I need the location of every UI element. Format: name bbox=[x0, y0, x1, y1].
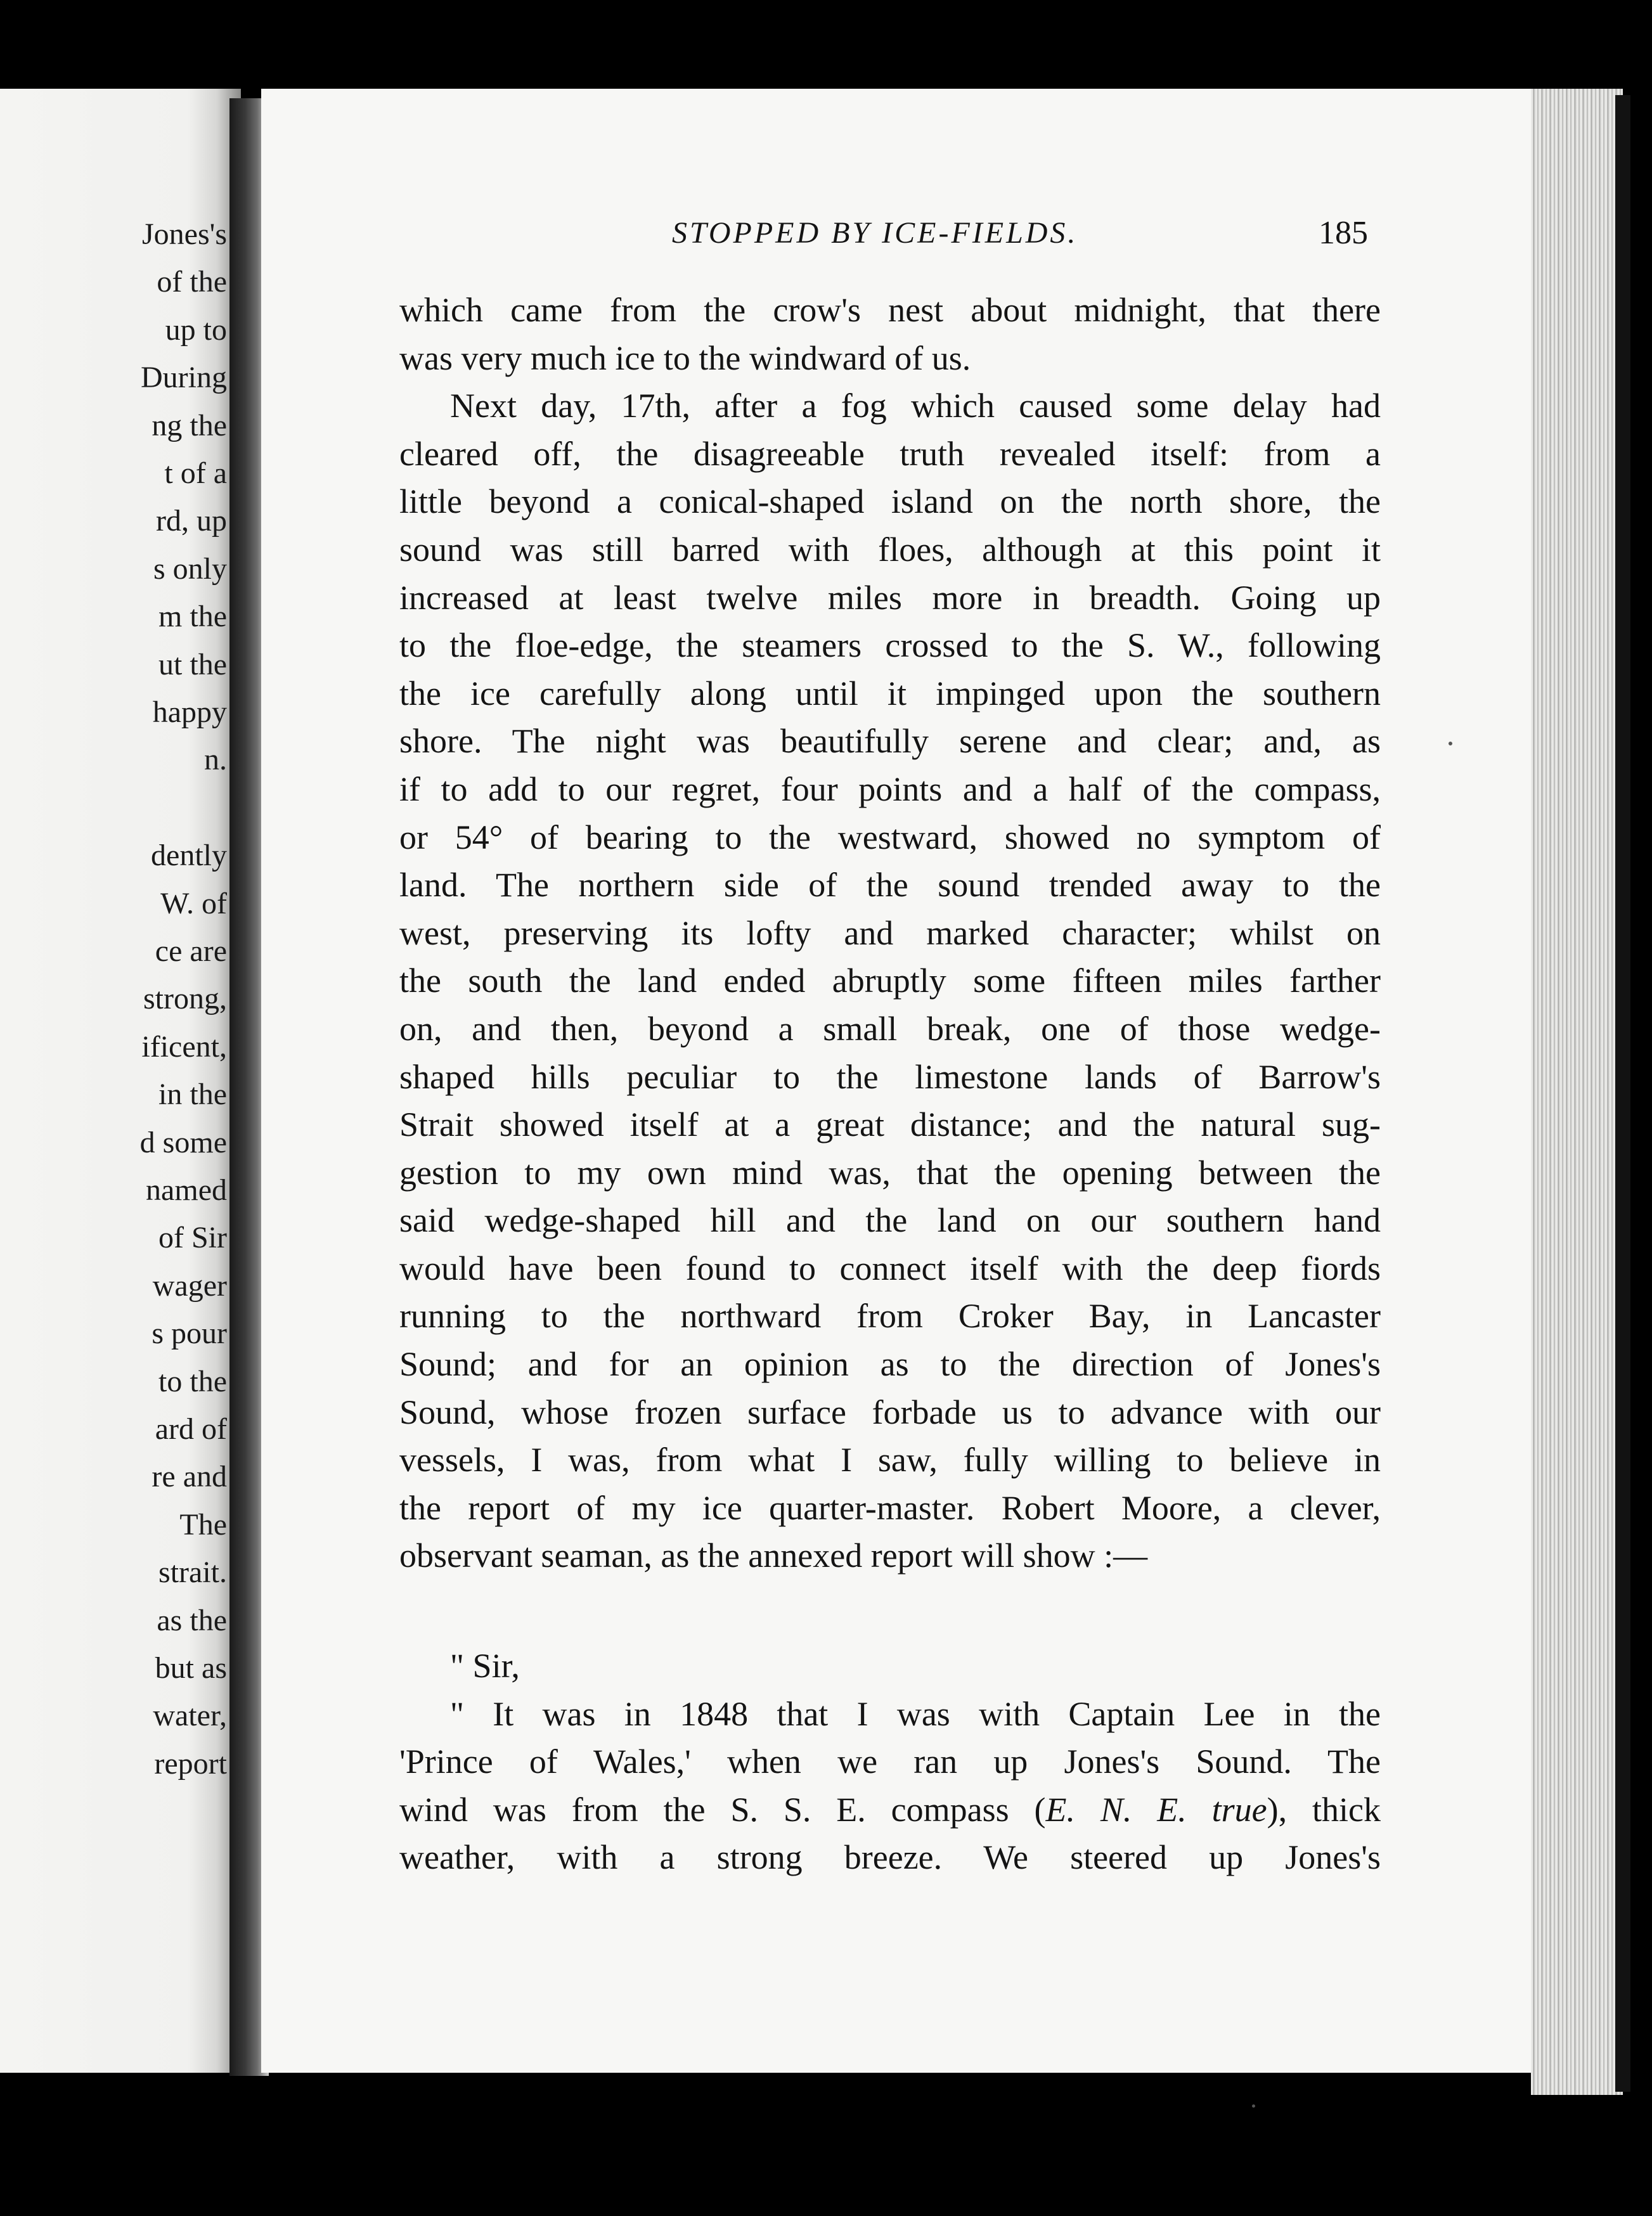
left-page-line: water, bbox=[153, 1699, 227, 1733]
left-page-line: s pour bbox=[152, 1317, 227, 1351]
text-line: was very much ice to the windward of us. bbox=[399, 338, 971, 377]
text-line: the ice carefully along until it impinged upon the southern bbox=[399, 674, 1381, 712]
left-page-line: ificent, bbox=[141, 1029, 227, 1064]
left-page-line: named bbox=[146, 1173, 227, 1207]
scan-speck bbox=[1449, 742, 1452, 745]
text-line: gestion to my own mind was, that the opening between the bbox=[399, 1153, 1381, 1192]
left-page-line: happy bbox=[152, 695, 227, 729]
text-line: vessels, I was, from what I saw, fully willing to believe in bbox=[399, 1441, 1381, 1479]
left-page-line: strong, bbox=[143, 982, 227, 1016]
text-line: if to add to our regret, four points and a half of the compass, bbox=[399, 770, 1381, 808]
left-page-line: W. of bbox=[160, 886, 227, 920]
salutation-text: " Sir, bbox=[450, 1647, 520, 1685]
left-page-line: wager bbox=[152, 1268, 227, 1303]
main-paragraph bbox=[399, 287, 1381, 1580]
scan-speck bbox=[1252, 2104, 1255, 2108]
left-page-line: rd, up bbox=[156, 504, 227, 538]
text-line: land. The northern side of the sound trended away to the bbox=[399, 866, 1381, 905]
text-line: Sound, whose frozen surface forbade us to advance with our bbox=[399, 1393, 1381, 1431]
left-page-line: ng the bbox=[152, 408, 227, 442]
left-page-line: re and bbox=[152, 1460, 227, 1494]
left-page-line: t of a bbox=[164, 456, 227, 490]
left-page-line: but as bbox=[155, 1651, 227, 1685]
text-line: sound was still barred with floes, although at this point it bbox=[399, 530, 1381, 569]
text-line: shaped hills peculiar to the limestone lands of Barrow's bbox=[399, 1057, 1381, 1096]
left-page-line: to the bbox=[158, 1364, 227, 1398]
left-page-line: ard of bbox=[155, 1412, 227, 1446]
text-line: cleared off, the disagreeable truth revealed itself: from a bbox=[399, 434, 1381, 473]
section-gap bbox=[399, 1580, 1381, 1642]
left-page-line: strait. bbox=[158, 1556, 227, 1590]
text-line: said wedge-shaped hill and the land on our southern hand bbox=[399, 1201, 1381, 1240]
left-page-line: report bbox=[154, 1746, 227, 1781]
text-line: on, and then, beyond a small break, one of those wedge- bbox=[399, 1009, 1381, 1048]
text-line: increased at least twelve miles more in breadth. Going up bbox=[399, 578, 1381, 617]
left-page-line: up to bbox=[165, 312, 227, 347]
text-line: the report of my ice quarter-master. Robert Moore, a clever, bbox=[399, 1488, 1381, 1527]
text-line: little beyond a conical-shaped island on the north shore, the bbox=[399, 482, 1381, 521]
running-head: STOPPED BY ICE-FIELDS. bbox=[672, 216, 1078, 250]
text-line: running to the northward from Croker Bay, in Lancaster bbox=[399, 1297, 1381, 1336]
page-edge-shadow bbox=[1615, 95, 1630, 2092]
letter-body bbox=[399, 1691, 1381, 1882]
left-page-line: of the bbox=[157, 265, 227, 299]
left-page-line: of Sir bbox=[158, 1221, 227, 1255]
left-page-line: as the bbox=[157, 1603, 227, 1637]
letter-line: " It was in 1848 that I was with Captain Lee in the bbox=[450, 1694, 1381, 1733]
text-line: Sound; and for an opinion as to the direction of Jones's bbox=[399, 1345, 1381, 1384]
letter-line: wind was from the S. S. E. compass (E. N. E. true), thick bbox=[399, 1790, 1381, 1829]
letter-line: 'Prince of Wales,' when we ran up Jones's Sound. The bbox=[399, 1743, 1381, 1781]
text-line: would have been found to connect itself with the deep fiords bbox=[399, 1249, 1381, 1287]
text-line: observant seaman, as the annexed report will show :— bbox=[399, 1536, 1148, 1575]
text-line: or 54° of bearing to the westward, showed no symptom of bbox=[399, 818, 1381, 856]
text-line: to the floe-edge, the steamers crossed to the S. W., following bbox=[399, 626, 1381, 665]
text-line: which came from the crow's nest about midnight, that there bbox=[399, 291, 1381, 329]
left-page-line: s only bbox=[153, 551, 227, 586]
left-page-line: The bbox=[179, 1507, 227, 1542]
left-page-line: m the bbox=[158, 600, 227, 634]
left-page-line: dently bbox=[151, 839, 227, 873]
left-page-line: ut the bbox=[158, 647, 227, 681]
letter-salutation bbox=[399, 1642, 1381, 1691]
text-line: shore. The night was beautifully serene and clear; and, as bbox=[399, 722, 1381, 761]
left-page-line: During bbox=[141, 361, 227, 395]
left-page-line: d some bbox=[139, 1125, 227, 1159]
page-number: 185 bbox=[1319, 215, 1368, 251]
text-line: Strait showed itself at a great distance; and the natural sug- bbox=[399, 1105, 1381, 1144]
left-page-line: Jones's bbox=[142, 217, 227, 251]
text-line: Next day, 17th, after a fog which caused some delay had bbox=[450, 387, 1381, 425]
left-page bbox=[0, 89, 241, 2073]
text-line: west, preserving its lofty and marked character; whilst on bbox=[399, 913, 1381, 952]
left-page-line: ce are bbox=[155, 934, 227, 968]
text-line: the south the land ended abruptly some fifteen miles farther bbox=[399, 962, 1381, 1000]
letter-line: weather, with a strong breeze. We steered up Jones's bbox=[399, 1838, 1381, 1877]
body-text bbox=[399, 287, 1381, 1882]
page-edge bbox=[1531, 89, 1623, 2095]
left-page-line: in the bbox=[158, 1078, 227, 1112]
left-page-line: n. bbox=[204, 743, 227, 777]
